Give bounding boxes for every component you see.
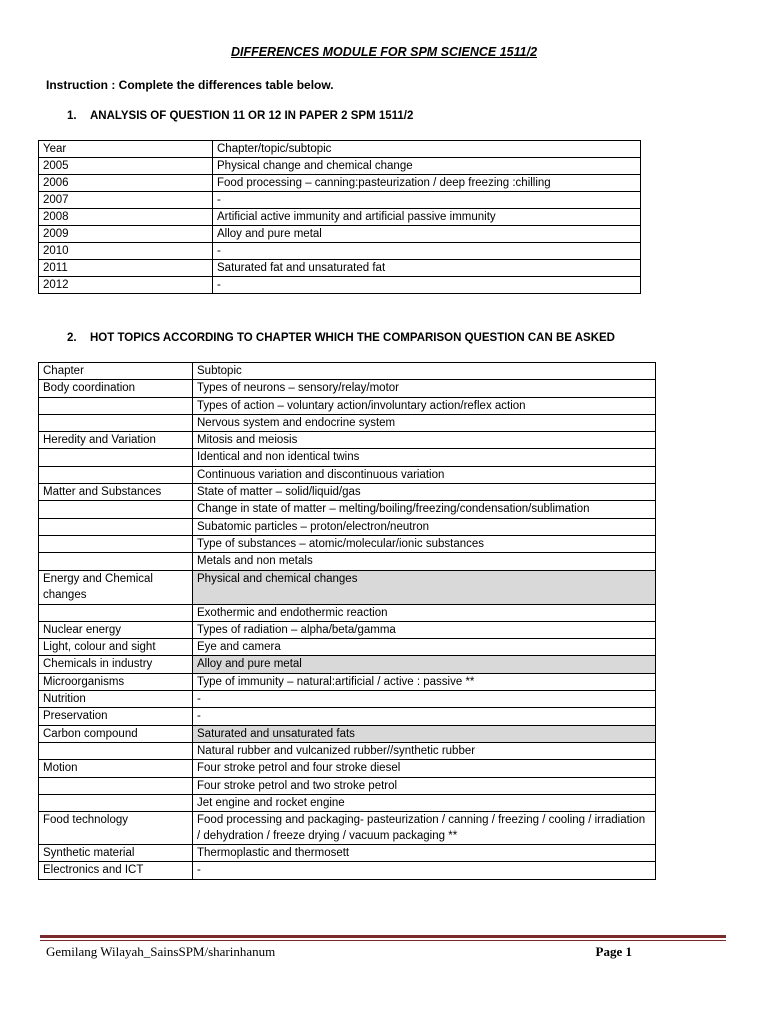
document-title: DIFFERENCES MODULE FOR SPM SCIENCE 1511/2 (230, 45, 538, 59)
subtopic-cell: Food processing and packaging- pasteurization / canning / freezing / cooling / irradiation / dehydration / freeze drying / vacuum packaging ** (193, 812, 656, 845)
table-row (39, 484, 656, 501)
table-row (39, 604, 656, 621)
table-row (39, 621, 656, 638)
year-cell: 2009 (39, 226, 213, 243)
topic-cell: Physical change and chemical change (213, 158, 641, 175)
section-2-number: 2. (67, 332, 77, 344)
chapter-cell: Microorganisms (39, 673, 193, 690)
table-row (39, 725, 656, 742)
footer-credit: Gemilang Wilayah_SainsSPM/sharinhanum (46, 944, 276, 959)
hot-topics-table (38, 362, 656, 880)
table-row (39, 432, 656, 449)
instruction-text: Instruction : Complete the differences table below. (46, 78, 334, 92)
chapter-cell: Nuclear energy (39, 621, 193, 638)
chapter-cell (39, 777, 193, 794)
subtopic-cell: Mitosis and meiosis (193, 432, 656, 449)
table-row (39, 226, 641, 243)
footer-rule-thin (40, 940, 726, 941)
table-row (39, 742, 656, 759)
chapter-cell: Preservation (39, 708, 193, 725)
header-cell-chapter: Chapter (39, 363, 193, 380)
subtopic-cell: Jet engine and rocket engine (193, 794, 656, 811)
table-row (39, 553, 656, 570)
subtopic-cell: Metals and non metals (193, 553, 656, 570)
table-header-row (39, 141, 641, 158)
table-row (39, 639, 656, 656)
subtopic-cell: Natural rubber and vulcanized rubber//synthetic rubber (193, 742, 656, 759)
chapter-cell (39, 414, 193, 431)
section-1-heading (67, 110, 413, 122)
subtopic-cell: State of matter – solid/liquid/gas (193, 484, 656, 501)
chapter-cell (39, 604, 193, 621)
year-cell: 2005 (39, 158, 213, 175)
chapter-cell (39, 397, 193, 414)
chapter-cell: Food technology (39, 812, 193, 845)
table-row (39, 812, 656, 845)
topic-cell: Alloy and pure metal (213, 226, 641, 243)
subtopic-cell: Continuous variation and discontinuous variation (193, 466, 656, 483)
footer-rule-thick (40, 935, 726, 938)
subtopic-cell-highlighted: Saturated and unsaturated fats (193, 725, 656, 742)
subtopic-cell: Change in state of matter – melting/boiling/freezing/condensation/sublimation (193, 501, 656, 518)
chapter-cell (39, 742, 193, 759)
subtopic-cell: - (193, 691, 656, 708)
table-header-row (39, 363, 656, 380)
chapter-cell (39, 535, 193, 552)
subtopic-cell: Four stroke petrol and two stroke petrol (193, 777, 656, 794)
chapter-cell: Motion (39, 760, 193, 777)
chapter-cell: Nutrition (39, 691, 193, 708)
year-cell: 2008 (39, 209, 213, 226)
table-row (39, 673, 656, 690)
table-row (39, 708, 656, 725)
table-row (39, 777, 656, 794)
chapter-cell (39, 794, 193, 811)
table-row (39, 175, 641, 192)
subtopic-cell: Four stroke petrol and four stroke diesel (193, 760, 656, 777)
year-cell: 2011 (39, 260, 213, 277)
subtopic-cell: - (193, 862, 656, 879)
table-row (39, 277, 641, 294)
header-cell-year: Year (39, 141, 213, 158)
subtopic-cell: Types of radiation – alpha/beta/gamma (193, 621, 656, 638)
topic-cell: Artificial active immunity and artificial passive immunity (213, 209, 641, 226)
topic-cell: Food processing – canning:pasteurization / deep freezing :chilling (213, 175, 641, 192)
table-row (39, 760, 656, 777)
table-row (39, 862, 656, 879)
subtopic-cell: Type of immunity – natural:artificial / active : passive ** (193, 673, 656, 690)
table-row (39, 466, 656, 483)
table-row (39, 449, 656, 466)
subtopic-cell: Exothermic and endothermic reaction (193, 604, 656, 621)
chapter-cell: Matter and Substances (39, 484, 193, 501)
chapter-cell (39, 466, 193, 483)
table-row (39, 518, 656, 535)
table-row (39, 794, 656, 811)
table-row (39, 192, 641, 209)
subtopic-cell: Eye and camera (193, 639, 656, 656)
table-row (39, 209, 641, 226)
subtopic-cell-highlighted: Alloy and pure metal (193, 656, 656, 673)
year-cell: 2007 (39, 192, 213, 209)
page-number: Page 1 (595, 944, 632, 959)
chapter-cell: Light, colour and sight (39, 639, 193, 656)
subtopic-cell: Types of action – voluntary action/involuntary action/reflex action (193, 397, 656, 414)
topic-cell: Saturated fat and unsaturated fat (213, 260, 641, 277)
chapter-cell: Carbon compound (39, 725, 193, 742)
subtopic-cell: Subatomic particles – proton/electron/neutron (193, 518, 656, 535)
subtopic-cell: Types of neurons – sensory/relay/motor (193, 380, 656, 397)
section-1-number: 1. (67, 110, 77, 122)
chapter-cell: Heredity and Variation (39, 432, 193, 449)
table-row (39, 380, 656, 397)
table-row (39, 260, 641, 277)
chapter-cell (39, 518, 193, 535)
topic-cell: - (213, 277, 641, 294)
subtopic-cell: - (193, 708, 656, 725)
chapter-cell: Chemicals in industry (39, 656, 193, 673)
table-row (39, 845, 656, 862)
table-row (39, 570, 656, 604)
header-cell-topic: Chapter/topic/subtopic (213, 141, 641, 158)
subtopic-cell: Nervous system and endocrine system (193, 414, 656, 431)
chapter-cell: Synthetic material (39, 845, 193, 862)
table-row (39, 691, 656, 708)
table-row (39, 397, 656, 414)
subtopic-cell: Type of substances – atomic/molecular/ionic substances (193, 535, 656, 552)
subtopic-cell: Identical and non identical twins (193, 449, 656, 466)
table-row (39, 414, 656, 431)
subtopic-cell: Thermoplastic and thermosett (193, 845, 656, 862)
section-1-title: ANALYSIS OF QUESTION 11 OR 12 IN PAPER 2 SPM 1511/2 (90, 110, 414, 122)
table-row (39, 501, 656, 518)
table-row (39, 656, 656, 673)
section-2-title: HOT TOPICS ACCORDING TO CHAPTER WHICH THE COMPARISON QUESTION CAN BE ASKED (90, 332, 615, 344)
chapter-cell (39, 501, 193, 518)
chapter-cell (39, 553, 193, 570)
year-cell: 2012 (39, 277, 213, 294)
table-row (39, 243, 641, 260)
table-row (39, 158, 641, 175)
table-row (39, 535, 656, 552)
chapter-cell: Energy and Chemical changes (39, 570, 193, 604)
chapter-cell: Electronics and ICT (39, 862, 193, 879)
year-cell: 2010 (39, 243, 213, 260)
topic-cell: - (213, 192, 641, 209)
subtopic-cell-highlighted: Physical and chemical changes (193, 570, 656, 604)
topic-cell: - (213, 243, 641, 260)
section-2-heading (67, 332, 615, 344)
year-cell: 2006 (39, 175, 213, 192)
chapter-cell (39, 449, 193, 466)
header-cell-subtopic: Subtopic (193, 363, 656, 380)
year-analysis-table (38, 140, 641, 294)
chapter-cell: Body coordination (39, 380, 193, 397)
